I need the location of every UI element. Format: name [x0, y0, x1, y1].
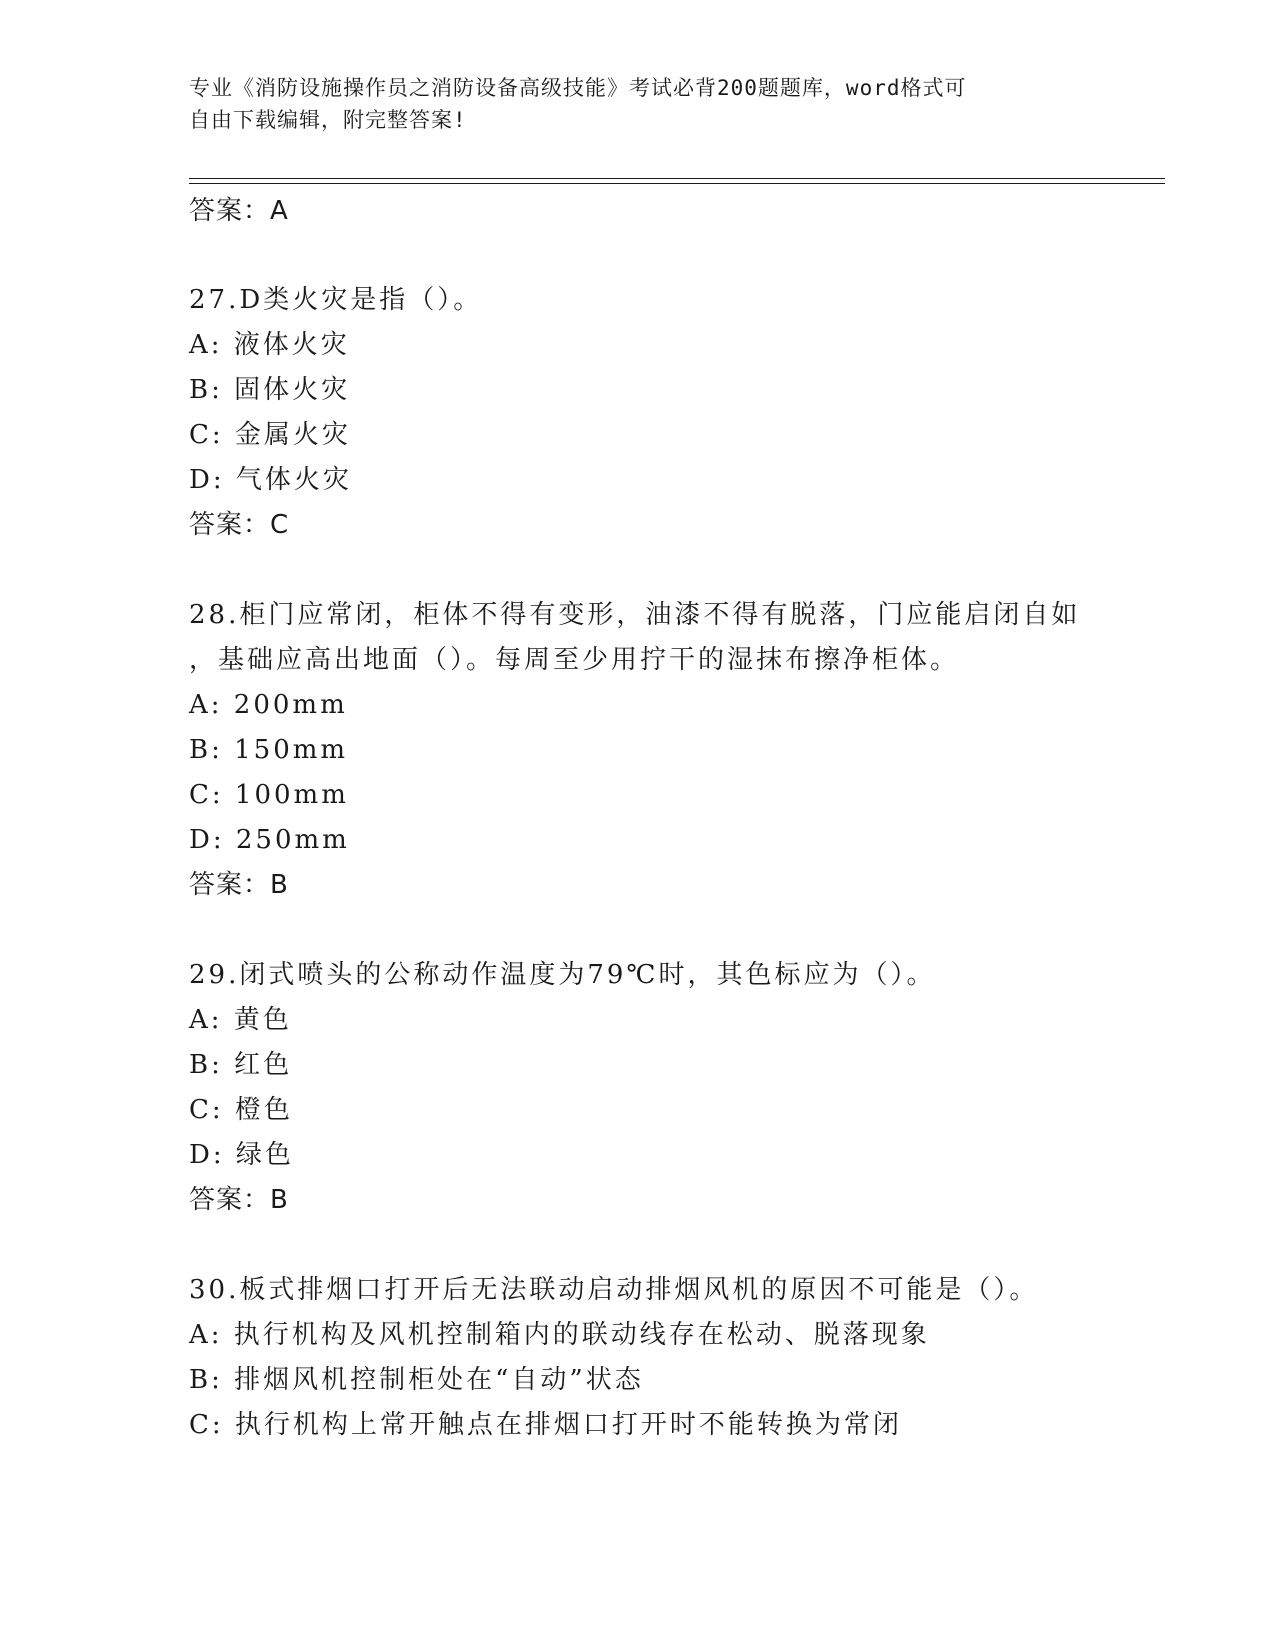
question-28-option-d: D: 250mm [189, 825, 350, 855]
header-line-1: 专业《消防设施操作员之消防设备高级技能》考试必背200题题库，word格式可 [189, 76, 967, 100]
question-28-option-a: A: 200mm [189, 690, 348, 720]
document-header [189, 72, 1089, 136]
header-line-2: 自由下载编辑，附完整答案! [189, 108, 467, 132]
question-28-option-c: C: 100mm [189, 780, 349, 810]
question-30-option-b: B: 排烟风机控制柜处在“自动”状态 [189, 1365, 644, 1395]
question-30-stem: 30.板式排烟口打开后无法联动启动排烟风机的原因不可能是（）。 [189, 1275, 1039, 1305]
question-28-stem-line-1: 28.柜门应常闭，柜体不得有变形，油漆不得有脱落，门应能启闭自如 [189, 600, 1081, 630]
question-27-option-c: C: 金属火灾 [189, 420, 351, 450]
question-27-option-b: B: 固体火灾 [189, 375, 351, 405]
question-28-answer: 答案：B [189, 870, 289, 900]
header-rule-bottom [189, 183, 1165, 184]
question-27-option-d: D: 气体火灾 [189, 465, 352, 495]
answer-prev: 答案：A [189, 196, 289, 226]
question-27-option-a: A: 液体火灾 [189, 330, 350, 360]
question-29-option-d: D: 绿色 [189, 1140, 294, 1170]
question-29-answer: 答案：B [189, 1185, 289, 1215]
question-29-stem: 29.闭式喷头的公称动作温度为79℃时，其色标应为（）。 [189, 960, 936, 990]
question-29-option-b: B: 红色 [189, 1050, 293, 1080]
header-rule-top [189, 178, 1165, 179]
question-27-stem: 27.D类火灾是指（）。 [189, 285, 483, 315]
question-30-option-c: C: 执行机构上常开触点在排烟口打开时不能转换为常闭 [189, 1410, 902, 1440]
question-29-option-a: A: 黄色 [189, 1005, 292, 1035]
question-28-option-b: B: 150mm [189, 735, 349, 765]
question-27-answer: 答案：C [189, 510, 290, 540]
question-30-option-a: A: 执行机构及风机控制箱内的联动线存在松动、脱落现象 [189, 1320, 930, 1350]
question-29-option-c: C: 橙色 [189, 1095, 293, 1125]
question-28-stem-line-2: ，基础应高出地面（）。每周至少用拧干的湿抹布擦净柜体。 [189, 645, 960, 675]
